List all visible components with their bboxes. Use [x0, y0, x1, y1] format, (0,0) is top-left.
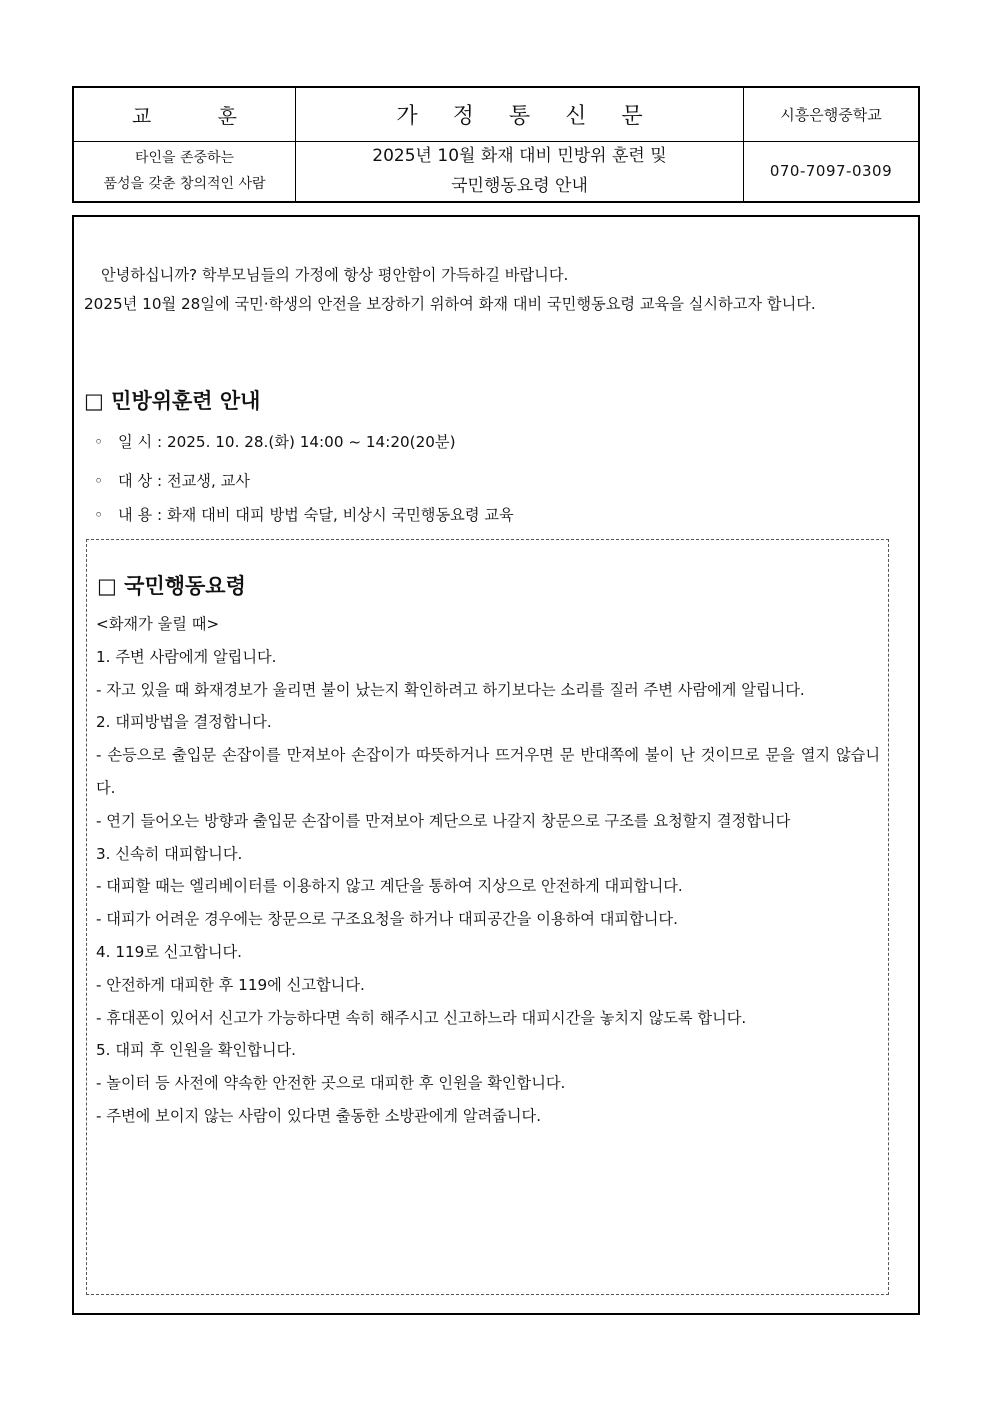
guide-line: 5. 대피 후 인원을 확인합니다. — [96, 1041, 297, 1060]
info-target-text: 대 상 : 전교생, 교사 — [118, 472, 250, 490]
intro-greeting: 안녕하십니까? 학부모님들의 가정에 항상 평안함이 가득하길 바랍니다. — [101, 266, 569, 284]
bullet-icon: ◦ — [94, 472, 103, 490]
motto-label: 교 훈 — [132, 104, 267, 128]
subject-line-2: 국민행동요령 안내 — [451, 176, 588, 196]
motto-line-1: 타인을 존중하는 — [134, 150, 235, 166]
newsletter-body — [72, 215, 920, 1315]
info-date-text: 일 시 : 2025. 10. 28.(화) 14:00 ~ 14:20(20분) — [118, 433, 456, 451]
intro-paragraph — [84, 261, 910, 319]
school-name-cell — [744, 88, 918, 141]
info-date — [94, 431, 456, 452]
bullet-icon: ◦ — [94, 506, 103, 524]
subject-cell — [296, 141, 744, 201]
subject-line-1: 2025년 10월 화재 대비 민방위 훈련 및 — [372, 146, 667, 166]
header-row-top — [74, 88, 918, 142]
guide-line: - 손등으로 출입문 손잡이를 만져보아 손잡이가 따뜻하거나 뜨거우면 문 반대쪽에 불이 난 것이므로 문을 열지 않습니다. — [96, 746, 880, 797]
guide-line: - 휴대폰이 있어서 신고가 가능하다면 속히 해주시고 신고하느라 대피시간을 놓치지 않도록 합니다. — [96, 1008, 747, 1027]
section-title-action-guide: □ 국민행동요령 — [97, 574, 246, 598]
guide-line: - 대피가 어려운 경우에는 창문으로 구조요청을 하거나 대피공간을 이용하여 대피합니다. — [96, 910, 678, 929]
action-guide-list — [96, 608, 880, 1133]
section-title-drill-info: □ 민방위훈련 안내 — [84, 389, 261, 413]
newsletter-title: 가 정 통 신 문 — [396, 104, 657, 129]
guide-line: - 대피할 때는 엘리베이터를 이용하지 않고 계단을 통하여 지상으로 안전하게 대피합니다. — [96, 877, 683, 896]
newsletter-title-cell — [296, 88, 744, 141]
guide-line: <화재가 울릴 때> — [96, 615, 220, 633]
action-guide-box — [86, 539, 889, 1295]
info-content-text: 내 용 : 화재 대비 대피 방법 숙달, 비상시 국민행동요령 교육 — [118, 506, 514, 524]
phone-cell — [744, 141, 918, 201]
guide-line: 2. 대피방법을 결정합니다. — [96, 713, 272, 732]
guide-line: 1. 주변 사람에게 알립니다. — [96, 647, 277, 666]
info-target — [94, 470, 250, 491]
guide-line: 3. 신속히 대피합니다. — [96, 844, 243, 863]
guide-line: - 주변에 보이지 않는 사람이 있다면 출동한 소방관에게 알려줍니다. — [96, 1106, 542, 1125]
info-content — [94, 504, 514, 525]
phone-number: 070-7097-0309 — [769, 162, 893, 180]
school-name: 시흥은행중학교 — [780, 106, 882, 124]
guide-line: - 안전하게 대피한 후 119에 신고합니다. — [96, 975, 365, 994]
guide-line: - 놀이터 등 사전에 약속한 안전한 곳으로 대피한 후 인원을 확인합니다. — [96, 1074, 566, 1093]
guide-line: - 연기 들어오는 방향과 출입문 손잡이를 만져보아 계단으로 나갈지 창문으로 구조를 요청할지 결정합니다 — [96, 811, 791, 830]
motto-label-cell — [74, 88, 296, 141]
bullet-icon: ◦ — [94, 433, 103, 451]
motto-line-2: 품성을 갖춘 창의적인 사람 — [103, 176, 266, 192]
intro-purpose: 2025년 10월 28일에 국민·학생의 안전을 보장하기 위하여 화재 대비 국민행동요령 교육을 실시하고자 합니다. — [84, 295, 816, 313]
header-row-bottom — [74, 141, 918, 201]
newsletter-header-table — [72, 86, 920, 203]
guide-line: 4. 119로 신고합니다. — [96, 942, 242, 961]
motto-cell — [74, 141, 296, 201]
guide-line: - 자고 있을 때 화재경보가 울리면 불이 났는지 확인하려고 하기보다는 소리를 질러 주변 사람에게 알립니다. — [96, 680, 805, 699]
